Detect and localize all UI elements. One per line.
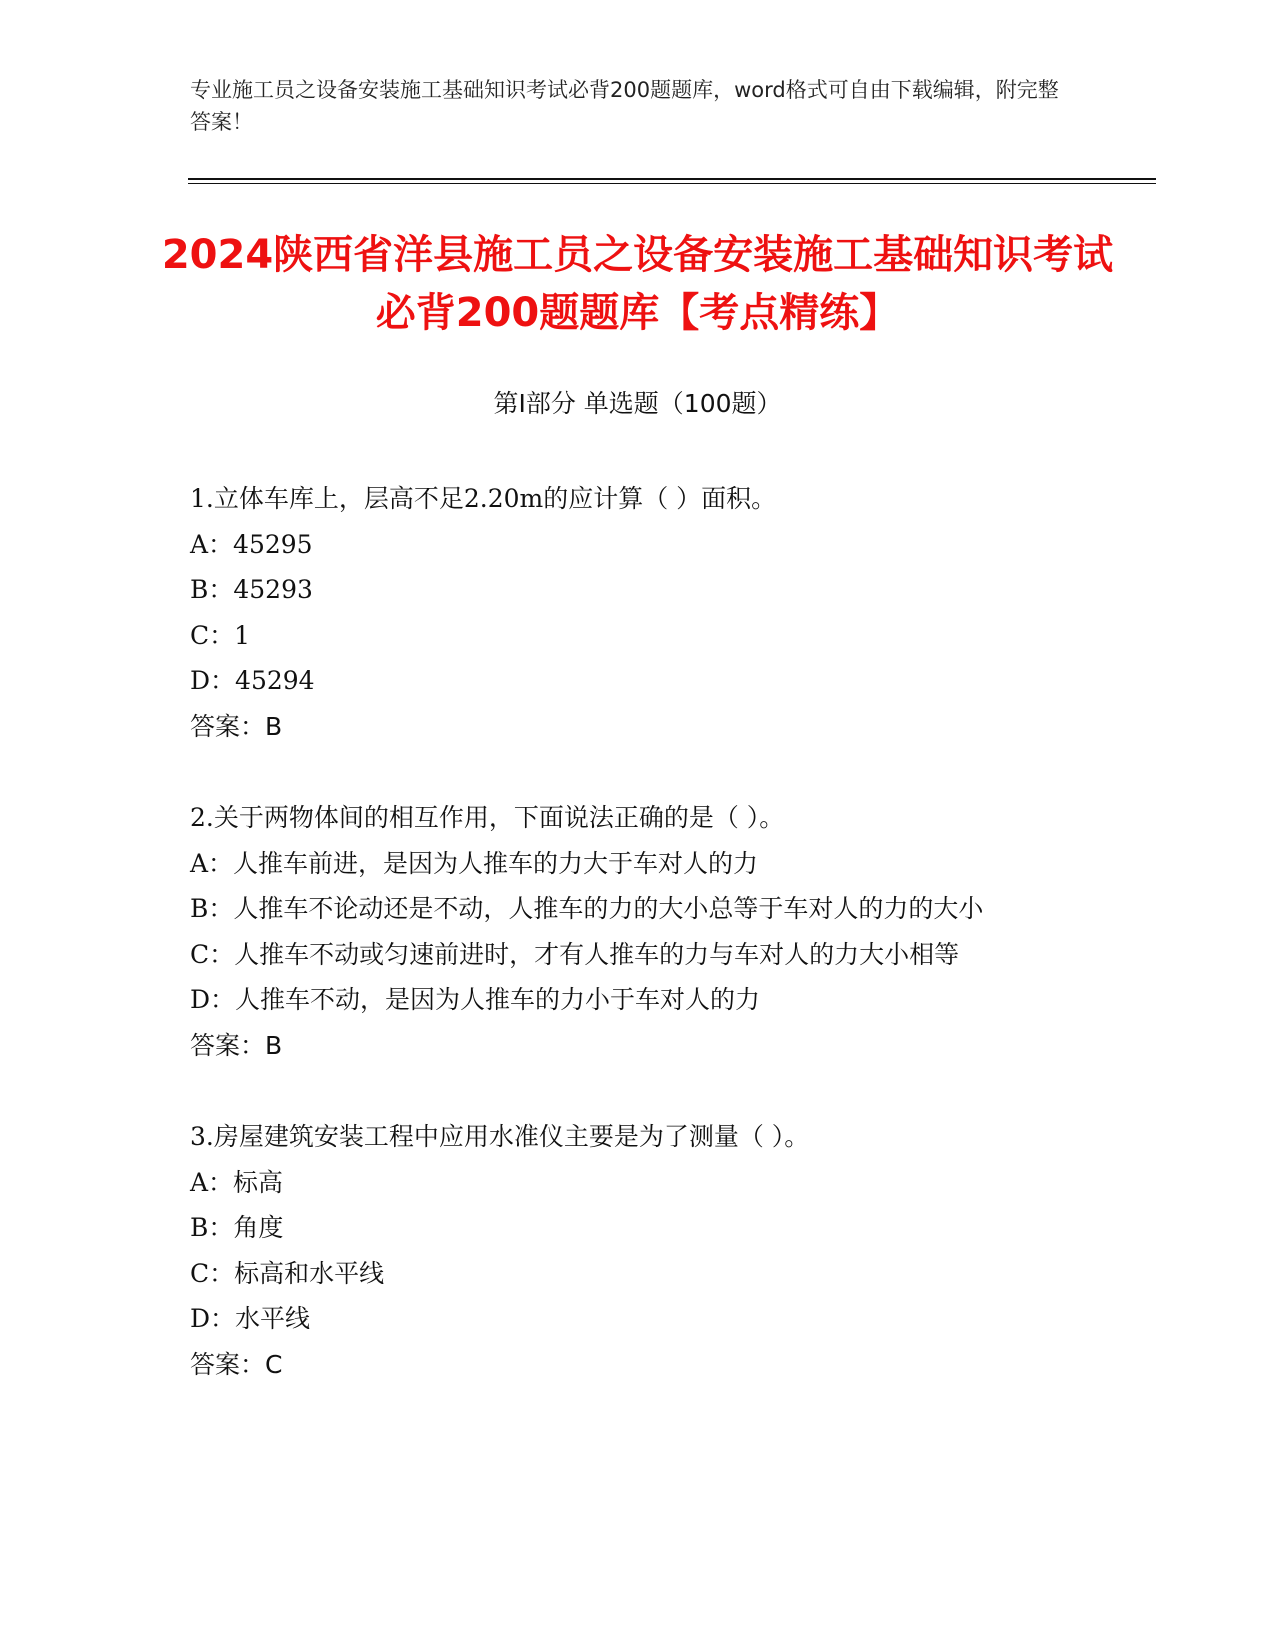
option-c: C：1 xyxy=(190,620,251,650)
option-d: D：水平线 xyxy=(190,1304,311,1333)
option-d: D：人推车不动，是因为人推车的力小于车对人的力 xyxy=(190,985,761,1014)
question-2 xyxy=(190,795,1090,1068)
page-header: 专业施工员之设备安装施工基础知识考试必背200题题库，word格式可自由下载编辑，附完整答案！ xyxy=(190,78,1059,134)
option-a: A：标高 xyxy=(190,1167,284,1197)
question-stem: 3.房屋建筑安装工程中应用水准仪主要是为了测量（ ）。 xyxy=(190,1122,810,1151)
question-list xyxy=(190,476,1090,1433)
header-divider-thick xyxy=(188,178,1156,180)
option-b: B：45293 xyxy=(190,575,313,604)
option-b: B：人推车不论动还是不动，人推车的力的大小总等于车对人的力的大小 xyxy=(190,894,984,923)
option-c: C：标高和水平线 xyxy=(190,1258,385,1288)
answer-line: 答案：C xyxy=(190,1349,283,1379)
option-d: D：45294 xyxy=(190,666,315,695)
option-a: A：人推车前进，是因为人推车的力大于车对人的力 xyxy=(190,848,759,878)
option-b: B：角度 xyxy=(190,1213,284,1242)
option-a: A：45295 xyxy=(190,529,313,559)
answer-line: 答案：B xyxy=(190,1030,283,1060)
question-3 xyxy=(190,1114,1090,1387)
option-c: C：人推车不动或匀速前进时，才有人推车的力与车对人的力大小相等 xyxy=(190,939,960,969)
question-stem: 1.立体车库上，层高不足2.20m的应计算（ ）面积。 xyxy=(190,484,777,513)
question-stem: 2.关于两物体间的相互作用，下面说法正确的是（ ）。 xyxy=(190,803,785,832)
header-divider-thin xyxy=(188,183,1156,184)
question-1 xyxy=(190,476,1090,749)
answer-line: 答案：B xyxy=(190,711,283,741)
document-title: 2024陕西省洋县施工员之设备安装施工基础知识考试必背200题题库【考点精练】 xyxy=(161,232,1114,336)
section-heading: 第I部分 单选题（100题） xyxy=(493,389,782,418)
